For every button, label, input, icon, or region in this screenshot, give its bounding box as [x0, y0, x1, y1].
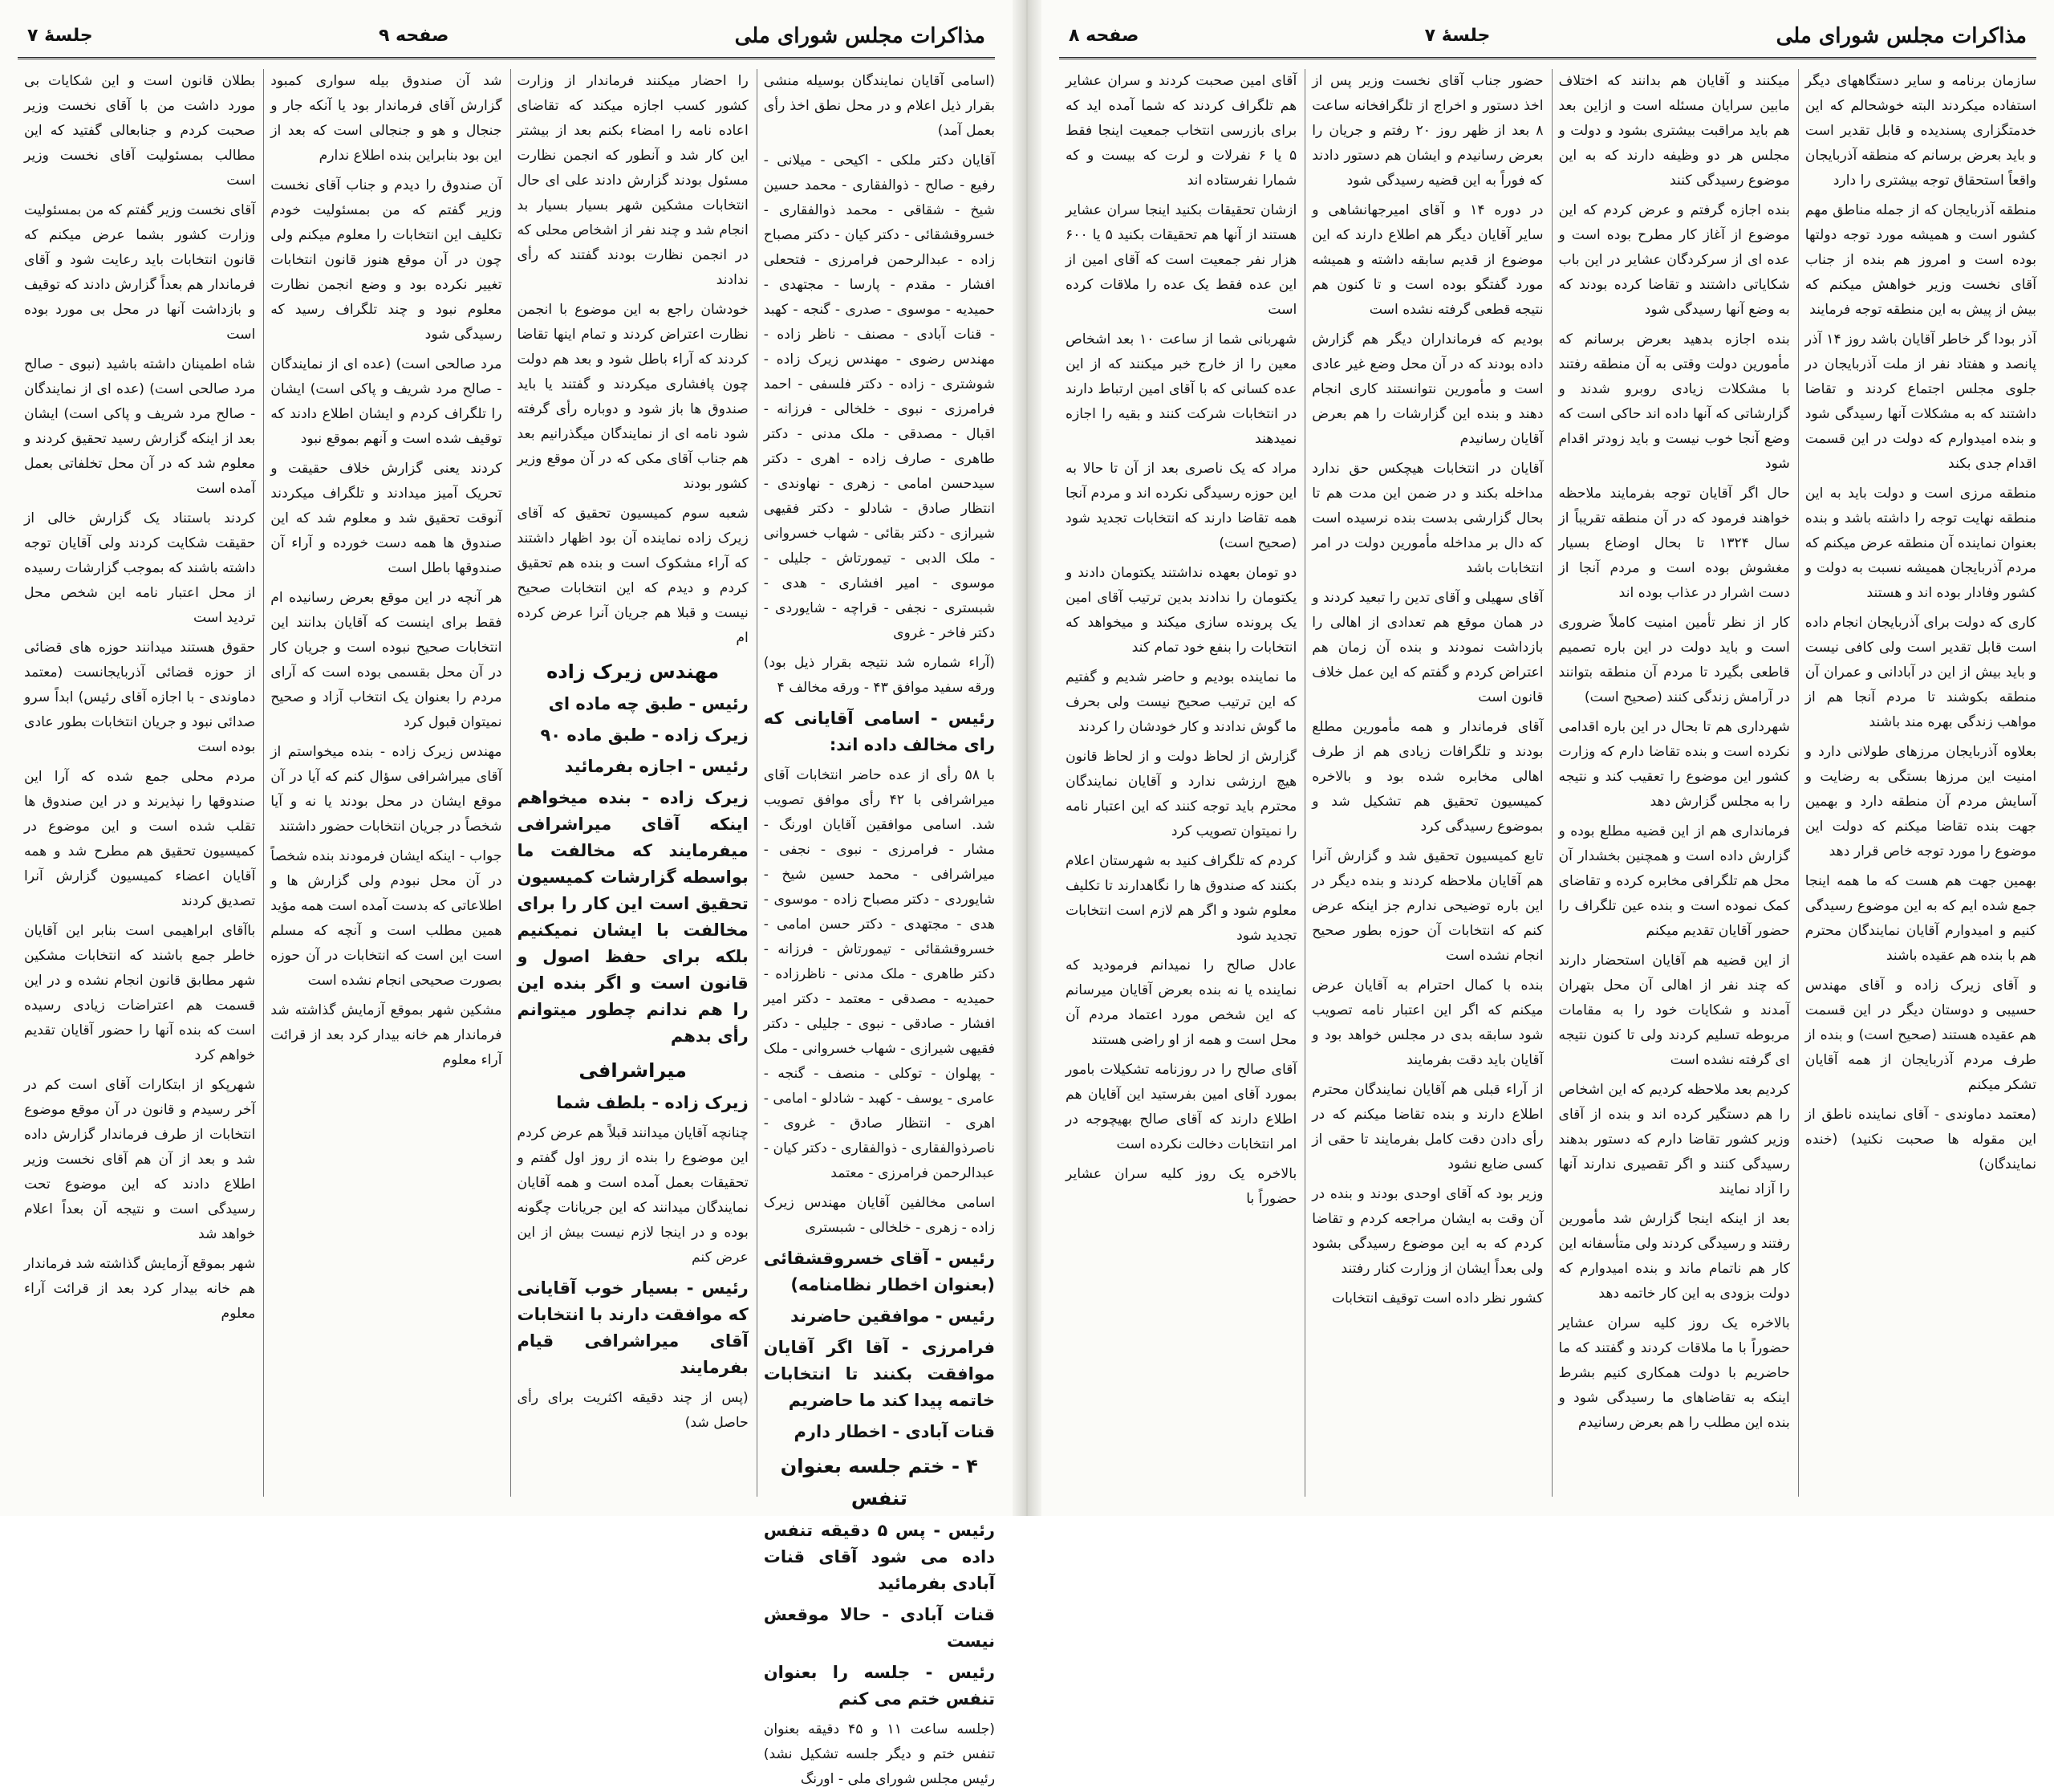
paragraph: حضور جناب آقای نخست وزیر پس از اخذ دستور و اخراج از تلگرافخانه ساعت ۸ بعد از ظهر روز ۲۰ رفتم و جریان را بعرض رسانیدم و ایشان هم دستور دادند که فوراً به این قضیه رسیدگی شود: [1312, 73, 1544, 189]
speaker-line: رئیس - آقای خسروقشقائی (بعنوان اخطار نظامنامه): [763, 1249, 995, 1294]
paragraph: (آراء شماره شد نتیجه بقرار ذیل بود) ورقه سفید موافق ۴۳ - ورقه مخالف ۴: [763, 655, 995, 696]
paragraph: و آقای زیرک زاده و آقای مهندس حسیبی و دوستان دیگر در این قسمت هم عقیده هستند (صحیح است) و بنده از طرف مردم آذربایجان از همه آقایان تشکر میکنم: [1804, 977, 2036, 1093]
paragraph: آن صندوق را دیدم و جناب آقای نخست وزیر گفتم که من بمسئولیت خودم تکلیف این انتخابات را معلوم میکنم ولی چون در آن موقع هنوز قانون انتخابات تغییر نکرده بود و وضع انجمن نظارت معلوم نبود و چند تلگراف رسید که رسیدگی شود: [270, 177, 502, 343]
paragraph: در دوره ۱۴ و آقای امیرجهانشاهی و سایر آقایان دیگر هم اطلاع دارند که این موضوع از قدیم سابقه داشته و همیشه مورد گفتگو بوده است و تا کنون هم نتیجه قطعی گرفته نشده است: [1312, 202, 1544, 318]
paragraph: چنانچه آقایان میدانند قبلاً هم عرض کردم این موضوع را بنده از روز اول گفتم و تحقیقات بعمل آمده است و همه آقایان نمایندگان میدانند که این جریانات چگونه بوده و در اینجا لازم نیست بیش از این عرض کنم: [517, 1125, 749, 1266]
paragraph: بالاخره یک روز کلیه سران عشایر حضوراً با ما ملاقات کردند و گفتند که ما حاضریم با دولت همکاری کنیم بشرط اینکه به تقاضاهای ما رسیدگی شود و بنده این مطلب را هم بعرض رسانیدم: [1558, 1315, 1790, 1431]
paragraph: (معتمد دماوندی - آقای نماینده ناطق از این مقوله ها صحبت نکنید) (خنده نمایندگان): [1804, 1107, 2036, 1172]
paragraph: گزارش از لحاظ دولت و از لحاظ قانون هیچ ارزشی ندارد و آقایان نمایندگان محترم باید توجه کنند که این اعتبار نامه را نمیتوان تصویب کرد: [1066, 749, 1297, 839]
paragraph: از آراء قبلی هم آقایان نمایندگان محترم اطلاع دارند و بنده تقاضا میکنم که در رأی دادن دقت کامل بفرمایند تا حقی از کسی ضایع نشود: [1312, 1082, 1544, 1172]
paragraph: (جلسه ساعت ۱۱ و ۴۵ دقیقه بعنوان تنفس ختم و دیگر جلسه تشکیل نشد) رئیس مجلس شورای ملی - اورنگ: [763, 1721, 996, 1787]
paragraph: را احضار میکنند فرماندار از وزارت کشور کسب اجازه میکند که تقاضای اعاده نامه را امضاء بکنم بعد از بیشتر این کار شد و آنطور که انجمن نظارت مسئول بودند گزارش دادند علی ای حال انتخابات مشکین شهر بسیار بسیار بد انجام شد و چند نفر از اشخاص محلی که در انجمن نظارت بودند گفتند که رأی ندادند: [517, 73, 749, 288]
paragraph: بنده اجازه بدهید بعرض برسانم که مأمورین دولت وقتی به آن منطقه رفتند با مشکلات زیادی روبرو شدند و گزارشاتی که آنها داده اند حاکی است که وضع آنجا خوب نیست و باید زودتر اقدام شود: [1558, 331, 1790, 472]
right-page-columns: [1059, 69, 2036, 1497]
paragraph: آقای نخست وزیر گفتم که من بمسئولیت وزارت کشور بشما عرض میکنم که قانون انتخابات باید رعایت شود و آقای فرماندار هم بعداً گزارش دادند که توقیف و بازداشت آنها در محل بی مورد بوده است: [24, 202, 256, 343]
paragraph: مردم محلی جمع شده که آرا این صندوقها را نپذیرند و در این صندوق ها تقلب شده است و این موضوع در کمیسیون تحقیق هم مطرح شد و همه آقایان اعضاء کمیسیون گزارش آنرا تصدیق کردند: [24, 769, 256, 909]
paragraph: (پس از چند دقیقه اکثریت برای رأی حاصل شد): [517, 1390, 749, 1431]
speaker-line: زیرک زاده - بلطف شما: [556, 1093, 749, 1112]
paragraph: اسامی مخالفین آقایان مهندس زیرک زاده - زهری - خلخالی - شبستری: [763, 1195, 995, 1236]
paragraph: حال اگر آقایان توجه بفرمایند ملاحظه خواهند فرمود که در آن منطقه تقریباً از سال ۱۳۲۴ تا بحال اوضاع بسیار مغشوش بوده است و مردم آنجا از دست اشرار در عذاب بوده اند: [1558, 486, 1790, 601]
paragraph: کردم که تلگراف کنید به شهرستان اعلام بکنند که صندوق ها را نگاهدارند تا تکلیف معلوم شود و اگر هم لازم است انتخابات تجدید شود: [1066, 853, 1297, 944]
paragraph: آذر بودا گر خاطر آقایان باشد روز ۱۴ آذر پانصد و هفتاد نفر از ملت آذربایجان در جلوی مجلس اجتماع کردند و تقاضا داشتند که به مشکلات آنها رسیدگی شود و بنده امیدوارم که دولت در این قسمت اقدام جدی بکند: [1804, 331, 2036, 472]
paragraph: کار از نظر تأمین امنیت کاملاً ضروری است و باید دولت در این باره تصمیم قاطعی بگیرد تا مردم آن منطقه بتوانند در آرامش زندگی کنند (صحیح است): [1558, 615, 1790, 705]
text-column: [1305, 69, 1543, 1497]
right-header-page-label: صفحه ۸: [1069, 26, 1139, 46]
speaker-line: رئیس - بسیار خوب آقایانی که موافقت دارند با انتخابات آقای میراشرافی قیام بفرمایند: [517, 1278, 749, 1377]
speaker-line: قنات آبادی - اخطار دارم: [794, 1422, 995, 1441]
paragraph: منطقه آذربایجان که از جمله مناطق مهم کشور است و همیشه مورد توجه دولتها بوده است و امروز هم بنده از جناب آقای نخست وزیر خواهش میکنم که بیش از پیش به این منطقه توجه فرمایند: [1804, 202, 2036, 318]
paragraph: شهرپکو از ابتکارات آقای است کم در آخر رسیدم و قانون در آن موقع موضوع انتخابات از طرف فرماندار گزارش داده شد و بعد از آن هم آقای نخست وزیر اطلاع دادند که این موضوع تحت رسیدگی است و نتیجه آن بعداً اعلام خواهد شد: [24, 1077, 256, 1242]
speaker-line: رئیس - اجازه بفرمائید: [564, 757, 749, 776]
right-header-session-label: جلسهٔ ۷: [1424, 26, 1491, 46]
speaker-line: زیرک زاده - بنده میخواهم اینکه آقای میراشرافی میفرمایند که مخالفت ما بواسطه گزارشات کمیسیون تحقیق است این کار را برای مخالفت با ایشان نمیکنیم بلکه برای حفظ اصول و قانون است و اگر بنده این را هم ندانم چطور میتوانم رأی بدهم: [517, 788, 749, 1046]
speaker-line: قنات آبادی - حالا موقعش نیست: [763, 1605, 995, 1651]
text-column: [1552, 69, 1790, 1497]
left-page: [0, 0, 1013, 1787]
paragraph: کشور نظر داده است توقیف انتخابات: [1331, 1290, 1544, 1306]
left-header-page-label: صفحه ۹: [378, 26, 449, 46]
section-heading: میراشرافی: [578, 1059, 687, 1082]
paragraph: هر آنچه در این موقع بعرض رسانیده ام فقط برای اینست که آقایان بدانند این انتخابات صحیح نبوده است و جریان کار در آن محل بقسمی بوده است که آرای مردم را بعنوان یک انتخاب آزاد و صحیح نمیتوان قبول کرد: [270, 590, 502, 730]
paragraph: باآقای ابراهیمی است بنابر این آقایان خاطر جمع باشند که انتخابات مشکین شهر مطابق قانون انجام نشده و در این قسمت هم اعتراضات زیادی رسیده است که بنده آنها را حضور آقایان تقدیم خواهم کرد: [24, 923, 256, 1063]
paragraph: (اسامی آقایان نمایندگان بوسیله منشی بقرار ذیل اعلام و در محل نطق اخذ رأی بعمل آمد): [763, 73, 995, 139]
paragraph: خودشان راجع به این موضوع با انجمن نظارت اعتراض کردند و تمام اینها تقاضا کردند که آراء باطل شود و بعد هم دولت چون پافشاری میکردند و گفتند یا باید صندوق ها باز شود و دوباره رأی گرفته شود نامه ای از نمایندگان میگذرانیم بعد هم جناب آقای مکی که در آن موقع وزیر کشور بودند: [517, 302, 749, 492]
paragraph: ازشان تحقیقات بکنید اینجا سران عشایر هستند از آنها هم تحقیقات بکنید ۵ یا ۶۰۰ هزار نفر جمعیت است که آقای امین از این عده فقط یک عده را ملاقات کرده است: [1066, 202, 1297, 318]
section-heading: ۴ - ختم جلسه بعنوان تنفس: [780, 1455, 978, 1510]
speaker-line: فرامرزی - آقا اگر آقایان موافقت بکنند تا انتخابات خاتمه پیدا کند ما حاضریم: [763, 1338, 995, 1410]
paragraph: کردیم بعد ملاحظه کردیم که این اشخاص را هم دستگیر کرده اند و بنده از آقای وزیر کشور تقاضا دارم که دستور بدهند رسیدگی کنند و اگر تقصیری ندارند آنها را آزاد نمایند: [1558, 1082, 1790, 1197]
paragraph: بنده با کمال احترام به آقایان عرض میکنم که اگر این اعتبار نامه تصویب شود سابقه بدی در مجلس خواهد بود و آقایان باید دقت بفرمایند: [1312, 977, 1544, 1068]
left-page-columns: [18, 69, 996, 1787]
paragraph: شعبه سوم کمیسیون تحقیق که آقای زیرک زاده نماینده آن بود اظهار داشتند که آراء مشکوک است و بنده هم تحقیق کردم و دیدم که این انتخابات صحیح نیست و قبلا هم جریان آنرا عرض کرده ام: [517, 506, 749, 646]
paragraph: بعلاوه آذربایجان مرزهای طولانی دارد و امنیت این مرزها بستگی به رضایت و آسایش مردم آن منطقه دارد و بهمین جهت بنده تقاضا میکنم که دولت این موضوع را مورد توجه خاص قرار دهد: [1804, 744, 2036, 859]
paragraph: وزیر بود که آقای اوحدی بودند و بنده در آن وقت به ایشان مراجعه کردم و تقاضا کردم که به این موضوع رسیدگی بشود ولی بعداً ایشان از وزارت کنار رفتند: [1312, 1186, 1544, 1277]
paragraph: بالاخره یک روز کلیه سران عشایر حضوراً با: [1066, 1166, 1297, 1207]
paragraph: مشکین شهر بموقع آزمایش گذاشته شد فرماندار هم خانه بیدار کرد بعد از قرائت آراء معلوم: [270, 1002, 502, 1068]
paragraph: کاری که دولت برای آذربایجان انجام داده است قابل تقدیر است ولی کافی نیست و باید بیش از این در آبادانی و عمران آن منطقه بکوشند تا مردم آنجا هم از مواهب زندگی بهره مند باشند: [1804, 615, 2036, 730]
text-column: [1798, 69, 2036, 1497]
paragraph: عادل صالح را نمیدانم فرمودید که نماینده یا نه بنده بعرض آقایان میرسانم که این شخص مورد اعتماد مردم آن محل است و همه از او راضی هستند: [1066, 957, 1297, 1048]
speaker-line: رئیس - طبق چه ماده ای: [548, 694, 749, 713]
left-header-session-label: جلسهٔ ۷: [27, 26, 93, 46]
paragraph: دو تومان بعهده نداشتند یکتومان دادند و یکتومان را ندادند بدین ترتیب آقای امین یک پرونده سازی میکند و میخواهد که انتخابات را بنفع خود تمام کند: [1066, 565, 1297, 656]
paragraph: منطقه مرزی است و دولت باید به این منطقه نهایت توجه را داشته باشد و بنده بعنوان نماینده آن منطقه عرض میکنم که مردم آذربایجان همیشه نسبت به دولت و کشور وفادار بوده اند و هستند: [1804, 486, 2036, 601]
text-column: [757, 69, 996, 1787]
paragraph: آقای سهیلی و آقای تدین را تبعید کردند و در همان موقع هم تعدادی از اهالی را بازداشت نمودند و بنده آن زمان هم اعتراض کردم و گفتم که این عمل خلاف قانون است: [1312, 590, 1544, 705]
paragraph: ما نماینده بودیم و حاضر شدیم و گفتیم که این ترتیب صحیح نیست ولی بحرف ما گوش ندادند و کار خودشان را کردند: [1066, 669, 1297, 735]
paragraph: کردند یعنی گزارش خلاف حقیقت و تحریک آمیز میدادند و تلگراف میکردند آنوقت تحقیق شد و معلوم شد که این صندوق ها همه دست خورده و آراء آن صندوقها باطل است: [270, 461, 502, 576]
text-column: [263, 69, 501, 1497]
paragraph: میکنند و آقایان هم بدانند که اختلاف مابین سرایان مسئله است و ازاین بعد هم باید مراقبت بیشتری بشود و دولت و مجلس هر دو وظیفه دارند که به این موضوع رسیدگی کنند: [1558, 73, 1790, 189]
right-page: [1041, 0, 2054, 1516]
speaker-line: رئیس - جلسه را بعنوان تنفس ختم می کنم: [763, 1663, 995, 1709]
paragraph: حقوق هستند میدانند حوزه های قضائی از حوزه قضائی آذربایجانست (معتمد دماوندی - با اجازه آقای رئیس) ابداً سرو صدائی نبود و جریان انتخابات بطور عادی بوده است: [24, 640, 256, 755]
book-gutter: [1013, 0, 1041, 1516]
paragraph: بنده اجازه گرفتم و عرض کردم که این موضوع از آغاز کار مطرح بوده است و عده ای از سرکردگان عشایر در این باب شکایاتی داشتند و تقاضا کرده بودند که به وضع آنها رسیدگی شود: [1558, 202, 1790, 318]
paragraph: بطلان قانون است و این شکایات بی مورد داشت من با آقای نخست وزیر صحبت کردم و جنابعالی گفتید که این مطالب بمسئولیت آقای نخست وزیر است: [24, 73, 256, 189]
paragraph: کردند باستناد یک گزارش خالی از حقیقت شکایت کردند ولی آقایان توجه داشته باشند که بموجب گزارشات رسیده از محل اعتبار نامه این شخص محل تردید است: [24, 510, 256, 626]
paragraph: آقایان در انتخابات هیچکس حق ندارد مداخله بکند و در ضمن این مدت هم تا بحال گزارشی بدست بنده نرسیده است که دال بر مداخله مأمورین دولت در امر انتخابات باشد: [1312, 461, 1544, 576]
paragraph: تابع کمیسیون تحقیق شد و گزارش آنرا هم آقایان ملاحظه کردند و بنده دیگر در این باره توضیحی ندارم جز اینکه عرض کنم که انتخابات آن حوزه بطور صحیح انجام نشده است: [1312, 848, 1544, 964]
paragraph: شاه اطمینان داشته باشید (نبوی - صالح مرد صالحی است) (عده ای از نمایندگان - صالح مرد شریف و پاکی است) ایشان بعد از اینکه گزارش رسید تحقیق کردند و معلوم شد که در آن محل تخلفاتی بعمل آمده است: [24, 356, 256, 497]
section-heading: مهندس زیرک زاده: [546, 660, 720, 683]
paragraph: از این قضیه هم آقایان استحضار دارند که چند نفر از اهالی آن محل بتهران آمدند و شکایات خود را به مقامات مربوطه تسلیم کردند ولی تا کنون نتیجه ای گرفته نشده است: [1558, 953, 1790, 1068]
paragraph: بودیم که فرمانداران دیگر هم گزارش داده بودند که در آن محل وضع غیر عادی است و مأمورین نتوانستند کاری انجام دهند و بنده این گزارشات را هم بعرض آقایان رسانیدم: [1312, 331, 1544, 447]
paragraph: آقای فرماندار و همه مأمورین مطلع بودند و تلگرافات زیادی هم از طرف اهالی مخابره شده بود و بالاخره کمیسیون تحقیق هم تشکیل شد و بموضوع رسیدگی کرد: [1312, 719, 1544, 835]
paragraph: بهمین جهت هم هست که ما همه اینجا جمع شده ایم که به این موضوع رسیدگی کنیم و امیدوارم آقایان نمایندگان محترم هم با بنده هم عقیده باشند: [1804, 873, 2036, 964]
paragraph: شهربانی شما از ساعت ۱۰ بعد اشخاص معین را از خارج خبر میکنند که از این عده کسانی که با آقای امین ارتباط دارند در انتخابات شرکت کنند و بقیه را اجازه نمیدهند: [1066, 331, 1297, 447]
speaker-line: رئیس - اسامی آقایانی که رای مخالف داده اند:: [763, 709, 995, 754]
right-header-title: مذاکرات مجلس شورای ملی: [1776, 23, 2027, 48]
right-page-header: [1059, 14, 2036, 59]
paragraph: جواب - اینکه ایشان فرمودند بنده شخصاً در آن محل نبودم ولی گزارش ها و اطلاعاتی که بدست آمده است همه مؤید همین مطلب است و آنچه که مسلم است این است که انتخابات در آن حوزه بصورت صحیحی انجام نشده است: [270, 848, 502, 989]
paragraph: مراد که یک ناصری بعد از آن تا حالا به این حوزه رسیدگی نکرده اند و مردم آنجا همه تقاضا دارند که انتخابات تجدید شود (صحیح است): [1066, 461, 1297, 551]
paragraph: فرمانداری هم از این قضیه مطلع بوده و گزارش داده است و همچنین بخشدار آن محل هم تلگرافی مخابره کرده و تقاضای کمک نموده است و بنده عین تلگراف را حضور آقایان تقدیم میکنم: [1558, 823, 1790, 939]
paragraph: مهندس زیرک زاده - بنده میخواستم از آقای میراشرافی سؤال کنم که آیا در آن موقع ایشان در محل بودند یا نه و آیا شخصاً در جریان انتخابات حضور داشتند: [270, 744, 502, 835]
paragraph: با ۵۸ رأی از عده حاضر انتخابات آقای میراشرافی با ۴۲ رأی موافق تصویب شد. اسامی موافقین آقایان اورنگ - مشار - فرامرزی - نبوی - نجفی - میراشرافی - محمد حسین شیخ - شایوردی - دکتر مصباح زاده - موسوی - هدی - مجتهدی - دکتر حسن امامی - خسروقشقائی - تیمورتاش - فرزانه - دکتر طاهری - ملک مدنی - ناظرزاده - حمیدیه - مصدقی - معتمد - دکتر امیر افشار - صادقی - نبوی - جلیلی - دکتر فقیهی شیرازی - شهاب خسروانی - ملک - پهلوان - توکلی - منصف - گنجه - عامری - یوسف - کهبد - شادلو - امامی - اهری - انتظار صادق - غروی - ناصرذوالفقاری - ذوالفقاری - دکتر کیان - عبدالرحمن فرامرزی - معتمد: [763, 767, 995, 1181]
speaker-line: زیرک زاده - طبق ماده ۹۰: [540, 725, 749, 745]
speaker-line: رئیس - موافقین حاضرند: [790, 1306, 995, 1326]
paragraph: سازمان برنامه و سایر دستگاههای دیگر استفاده میکردند البته خوشحالم که این خدمتگزاری پسندیده و قابل تقدیر است و باید بعرض برسانم که منطقه آذربایجان واقعاً استحقاق توجه بیشتری را دارد: [1804, 73, 2036, 189]
text-column: [18, 69, 255, 1497]
speaker-line: رئیس - پس ۵ دقیقه تنفس داده می شود آقای قنات آبادی بفرمائید: [763, 1521, 996, 1593]
paragraph: شهرداری هم تا بحال در این باره اقدامی نکرده است و بنده تقاضا دارم که وزارت کشور این موضوع را تعقیب کند و نتیجه را به مجلس گزارش دهد: [1558, 719, 1790, 810]
left-page-header: [18, 14, 995, 59]
text-column: [1059, 69, 1297, 1497]
paragraph: آقای صالح را در روزنامه تشکیلات بامور بمورد آقای امین بفرستید این آقایان هم اطلاع دارند که آقای صالح بهیچوجه در امر انتخابات دخالت نکرده است: [1066, 1062, 1297, 1152]
paragraph: شهر بموقع آزمایش گذاشته شد فرماندار هم خانه بیدار کرد بعد از قرائت آراء معلوم: [24, 1256, 256, 1322]
paragraph: مرد صالحی است) (عده ای از نمایندگان - صالح مرد شریف و پاکی است) ایشان را تلگراف کردم و ایشان اطلاع دادند که توقیف شده است و آنهم بموقع نبود: [270, 356, 502, 447]
paragraph: بعد از اینکه اینجا گزارش شد مأمورین رفتند و رسیدگی کردند ولی متأسفانه این کار هم ناتمام ماند و بنده امیدوارم که دولت بزودی به این کار خاتمه دهد: [1558, 1211, 1790, 1302]
paragraph: آقای امین صحبت کردند و سران عشایر هم تلگراف کردند که شما آمده اید که برای بازرسی انتخاب جمعیت اینجا فقط ۵ یا ۶ نفرلات و لرت که بیست و که شمارا نفرستاده اند: [1066, 73, 1297, 189]
paragraph: شد آن صندوق بیله سواری کمبود گزارش آقای فرماندار بود یا آنکه جار و جنجال و هو و جنجالی است که بعد از این بود بنابراین بنده اطلاع ندارم: [270, 73, 502, 164]
paragraph: آقایان دکتر ملکی - اکیحی - میلانی - رفیع - صالح - ذوالفقاری - محمد حسین شیخ - شقاقی - محمد ذوالفقاری - خسروقشقائی - دکتر کیان - دکتر مصباح زاده - عبدالرحمن فرامرزی - فتحعلی افشار - مقدم - پارسا - مجتهدی - حمیدیه - موسوی - صدری - گنجه - کهبد - قنات آبادی - مصنف - ناظر زاده - مهندس رضوی - مهندس زیرک زاده - شوشتری - زاده - دکتر فلسفی - احمد فرامرزی - نبوی - خلخالی - فرزانه - اقبال - مصدقی - ملک مدنی - دکتر طاهری - صارف زاده - اهری - دکتر سیدحسن امامی - زهری - نهاوندی - انتظار صادق - شادلو - دکتر فقیهی شیرازی - دکتر بقائی - شهاب خسروانی - ملک الدبی - تیمورتاش - جلیلی - موسوی - امیر افشاری - هدی - شبستری - نجفی - قراچه - شایوردی - دکتر فاخر - غروی: [763, 152, 995, 641]
left-header-title: مذاکرات مجلس شورای ملی: [734, 23, 985, 48]
text-column: [510, 69, 749, 1497]
